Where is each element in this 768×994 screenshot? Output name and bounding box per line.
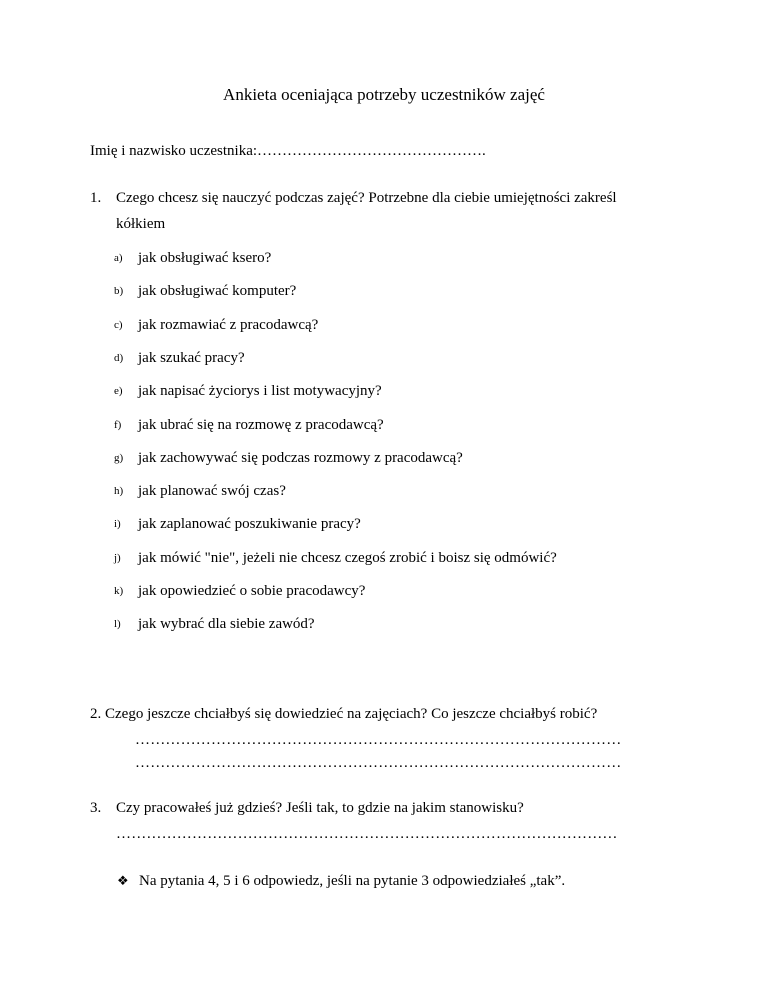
option-text: jak napisać życiorys i list motywacyjny? [138, 383, 382, 399]
question-1-number: 1. [90, 190, 102, 206]
option-l[interactable] [114, 616, 315, 633]
option-text: jak planować swój czas? [138, 483, 286, 499]
option-letter: i) [114, 518, 121, 530]
option-letter: f) [114, 419, 122, 431]
option-letter: e) [114, 385, 123, 397]
question-1 [90, 190, 617, 207]
option-e[interactable] [114, 383, 382, 400]
participant-name-dots: ………………………………………. [257, 143, 486, 159]
option-letter: g) [114, 452, 124, 464]
diamond-bullet-icon: ❖ [117, 874, 129, 889]
option-g[interactable] [114, 450, 463, 467]
option-j[interactable] [114, 550, 557, 567]
option-text: jak obsługiwać ksero? [138, 250, 272, 266]
participant-name-label: Imię i nazwisko uczestnika: [90, 143, 258, 159]
option-text: jak zaplanować poszukiwanie pracy? [138, 516, 361, 532]
instruction-note-text: Na pytania 4, 5 i 6 odpowiedz, jeśli na pytanie 3 odpowiedziałeś „tak”. [139, 873, 566, 889]
option-text: jak wybrać dla siebie zawód? [138, 616, 315, 632]
option-letter: h) [114, 485, 124, 497]
option-text: jak mówić "nie", jeżeli nie chcesz czegoś zrobić i boisz się odmówić? [138, 550, 557, 566]
option-d[interactable] [114, 350, 245, 367]
option-letter: a) [114, 252, 123, 264]
option-c[interactable] [114, 317, 318, 334]
option-letter: c) [114, 319, 123, 331]
option-h[interactable] [114, 483, 286, 500]
option-a[interactable] [114, 250, 271, 267]
option-letter: d) [114, 352, 124, 364]
option-f[interactable] [114, 417, 384, 434]
question-1-text-continued: kółkiem [116, 216, 166, 232]
option-letter: b) [114, 285, 124, 297]
instruction-note [117, 873, 565, 890]
question-2-text: 2. Czego jeszcze chciałbyś się dowiedzieć na zajęciach? Co jeszcze chciałbyś robić? [90, 706, 598, 722]
question-3 [90, 800, 524, 817]
option-letter: j) [114, 552, 121, 564]
option-i[interactable] [114, 516, 361, 533]
option-letter: k) [114, 585, 124, 597]
option-text: jak szukać pracy? [138, 350, 245, 366]
option-text: jak ubrać się na rozmowę z pracodawcą? [138, 417, 384, 433]
option-text: jak rozmawiać z pracodawcą? [138, 317, 319, 333]
participant-name-field[interactable] [90, 143, 486, 160]
page-title: Ankieta oceniająca potrzeby uczestników zajęć [223, 85, 545, 104]
question-3-number: 3. [90, 800, 102, 816]
option-letter: l) [114, 618, 121, 630]
option-k[interactable] [114, 583, 365, 600]
option-text: jak opowiedzieć o sobie pracodawcy? [138, 583, 366, 599]
option-text: jak zachowywać się podczas rozmowy z pracodawcą? [138, 450, 463, 466]
question-3-answer-line[interactable]: ……………………………………………………………………………………… [116, 826, 618, 842]
question-1-text: Czego chcesz się nauczyć podczas zajęć? Potrzebne dla ciebie umiejętności zakreśl [116, 190, 617, 206]
option-b[interactable] [114, 283, 296, 300]
question-2-answer-line-2[interactable]: …………………………………………………………………………………… [135, 755, 622, 771]
option-text: jak obsługiwać komputer? [138, 283, 297, 299]
question-2-answer-line-1[interactable]: …………………………………………………………………………………… [135, 732, 622, 748]
question-3-text: Czy pracowałeś już gdzieś? Jeśli tak, to gdzie na jakim stanowisku? [116, 800, 524, 816]
